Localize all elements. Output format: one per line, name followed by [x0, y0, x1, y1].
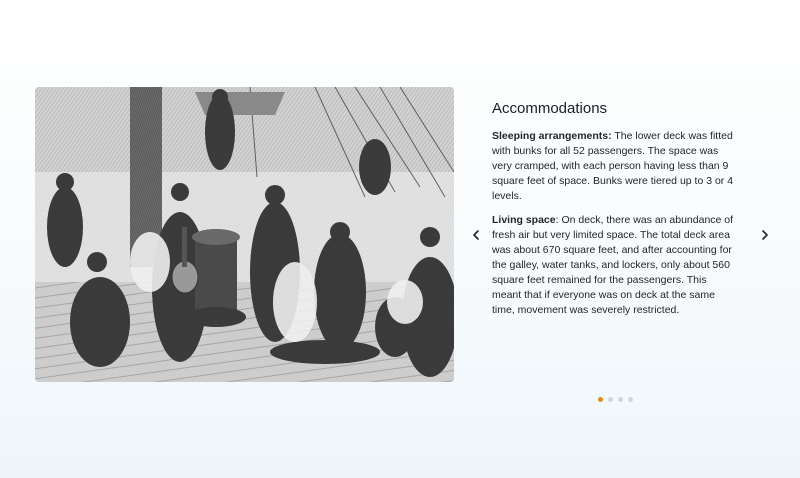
- paragraph-text: The lower deck was fitted with bunks for all 52 passengers. The space was very cramped, with each person having less than 9 square feet of space. Bunks were tiered up to 3 or 4 levels.: [492, 130, 734, 202]
- next-slide-button[interactable]: [755, 225, 775, 245]
- pagination-dot-4[interactable]: [628, 397, 633, 402]
- chevron-right-icon: [759, 229, 771, 241]
- paragraph-label: Living space: [492, 214, 556, 226]
- prev-slide-button[interactable]: [466, 225, 486, 245]
- chevron-left-icon: [470, 229, 482, 241]
- living-space-paragraph: [492, 213, 734, 318]
- slide-text-panel: [492, 99, 734, 327]
- paragraph-text: : On deck, there was an abundance of fresh air but very limited space. The total deck area was about 670 square feet, and after accounting for the galley, water tanks, and lockers, only about 560 square feet remained for the passengers. This meant that if everyone was on deck at the same time, movement was severely restricted.: [492, 214, 734, 316]
- engraving-image: [35, 87, 454, 382]
- sleeping-arrangements-paragraph: [492, 129, 734, 204]
- pagination-dot-3[interactable]: [618, 397, 623, 402]
- paragraph-label: Sleeping arrangements:: [492, 130, 612, 142]
- pagination-dot-2[interactable]: [608, 397, 613, 402]
- slide-image: [35, 87, 454, 382]
- pagination-dot-1[interactable]: [598, 397, 603, 402]
- slide-pagination: [598, 397, 633, 402]
- slide-title: Accommodations: [492, 100, 608, 117]
